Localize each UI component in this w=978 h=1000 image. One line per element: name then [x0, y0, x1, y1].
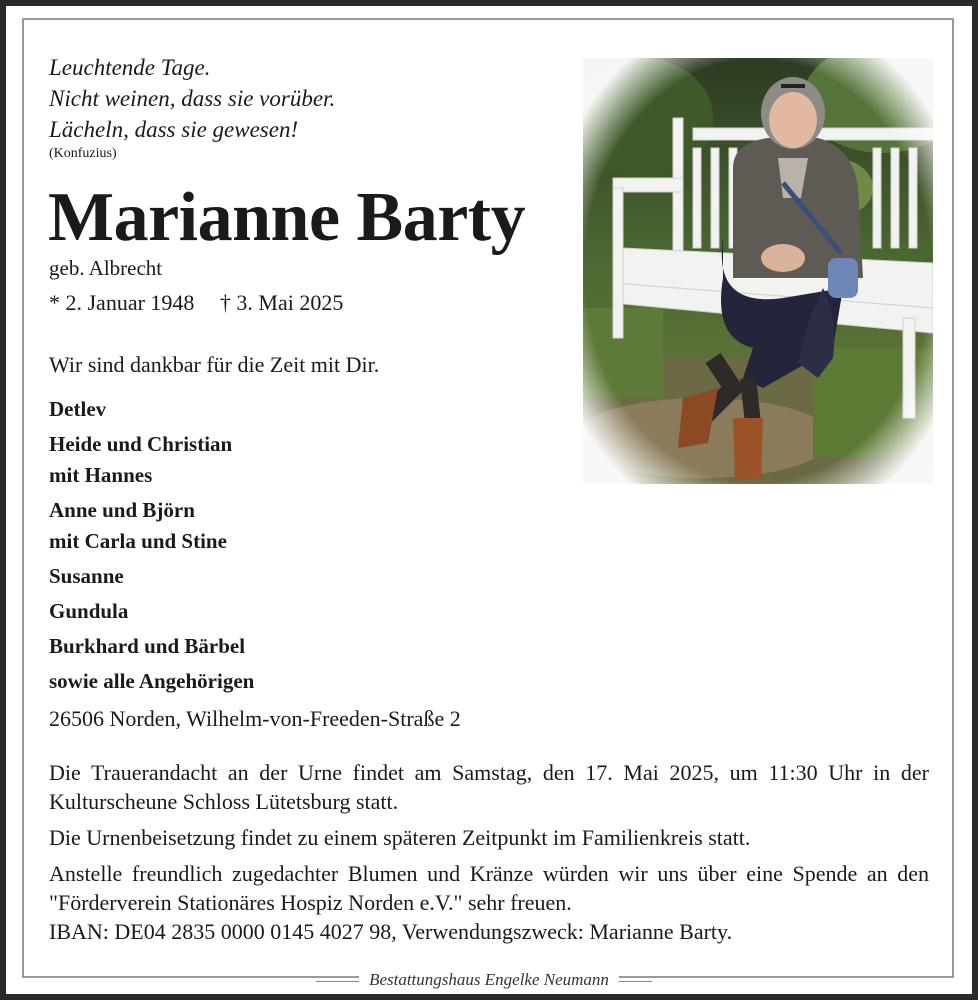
quote-line: Lächeln, dass sie gewesen!	[49, 117, 299, 142]
mourner-group	[49, 596, 254, 627]
mourner-group	[49, 631, 254, 662]
portrait-photo	[583, 58, 933, 484]
mourner-group	[49, 495, 254, 557]
mourner-group	[49, 394, 254, 425]
quote	[49, 52, 335, 163]
birth-date: * 2. Januar 1948	[49, 290, 195, 315]
ceremony-info	[49, 758, 929, 953]
mourner-name: Gundula	[49, 599, 129, 623]
deceased-name: Marianne Barty	[48, 179, 526, 256]
info-paragraph: Anstelle freundlich zugedachter Blumen und Kränze würden wir uns über eine Spende an den "Förderverein Stationäres Hospiz Norden e.V." sehr freuen.	[49, 861, 929, 915]
mourner-name: Heide und Christian	[49, 432, 233, 456]
mourner-group	[49, 561, 254, 592]
death-date: † 3. Mai 2025	[219, 290, 344, 315]
address: 26506 Norden, Wilhelm-von-Freeden-Straße 2	[49, 706, 461, 731]
mourner-name: Anne und Björn	[49, 498, 195, 522]
life-dates	[49, 290, 343, 316]
mourner-name: mit Carla und Stine	[49, 529, 227, 553]
thanks-line: Wir sind dankbar für die Zeit mit Dir.	[49, 352, 380, 377]
quote-line: Nicht weinen, dass sie vorüber.	[49, 86, 336, 111]
mourner-name: Detlev	[49, 397, 107, 421]
quote-source: (Konfuzius)	[49, 146, 117, 161]
footer	[6, 970, 972, 990]
photo-illustration	[583, 58, 933, 484]
mourner-name: mit Hannes	[49, 463, 153, 487]
info-paragraph: Die Urnenbeisetzung findet zu einem späteren Zeitpunkt im Familienkreis statt.	[49, 825, 751, 850]
mourner-name: Susanne	[49, 564, 124, 588]
info-paragraph: IBAN: DE04 2835 0000 0145 4027 98, Verwendungszweck: Marianne Barty.	[49, 919, 733, 944]
mourners-list	[49, 394, 254, 701]
funeral-home-name: Bestattungshaus Engelke Neumann	[359, 970, 619, 990]
quote-line: Leuchtende Tage.	[49, 55, 211, 80]
mourner-name: Burkhard und Bärbel	[49, 634, 246, 658]
info-paragraph: Die Trauerandacht an der Urne findet am Samstag, den 17. Mai 2025, um 11:30 Uhr in der Kulturscheune Schloss Lütetsburg statt.	[49, 760, 929, 814]
obituary-notice	[6, 6, 972, 994]
mourner-group	[49, 429, 254, 491]
mourner-group	[49, 666, 254, 697]
mourner-name: sowie alle Angehörigen	[49, 669, 255, 693]
birth-name: geb. Albrecht	[49, 256, 163, 280]
